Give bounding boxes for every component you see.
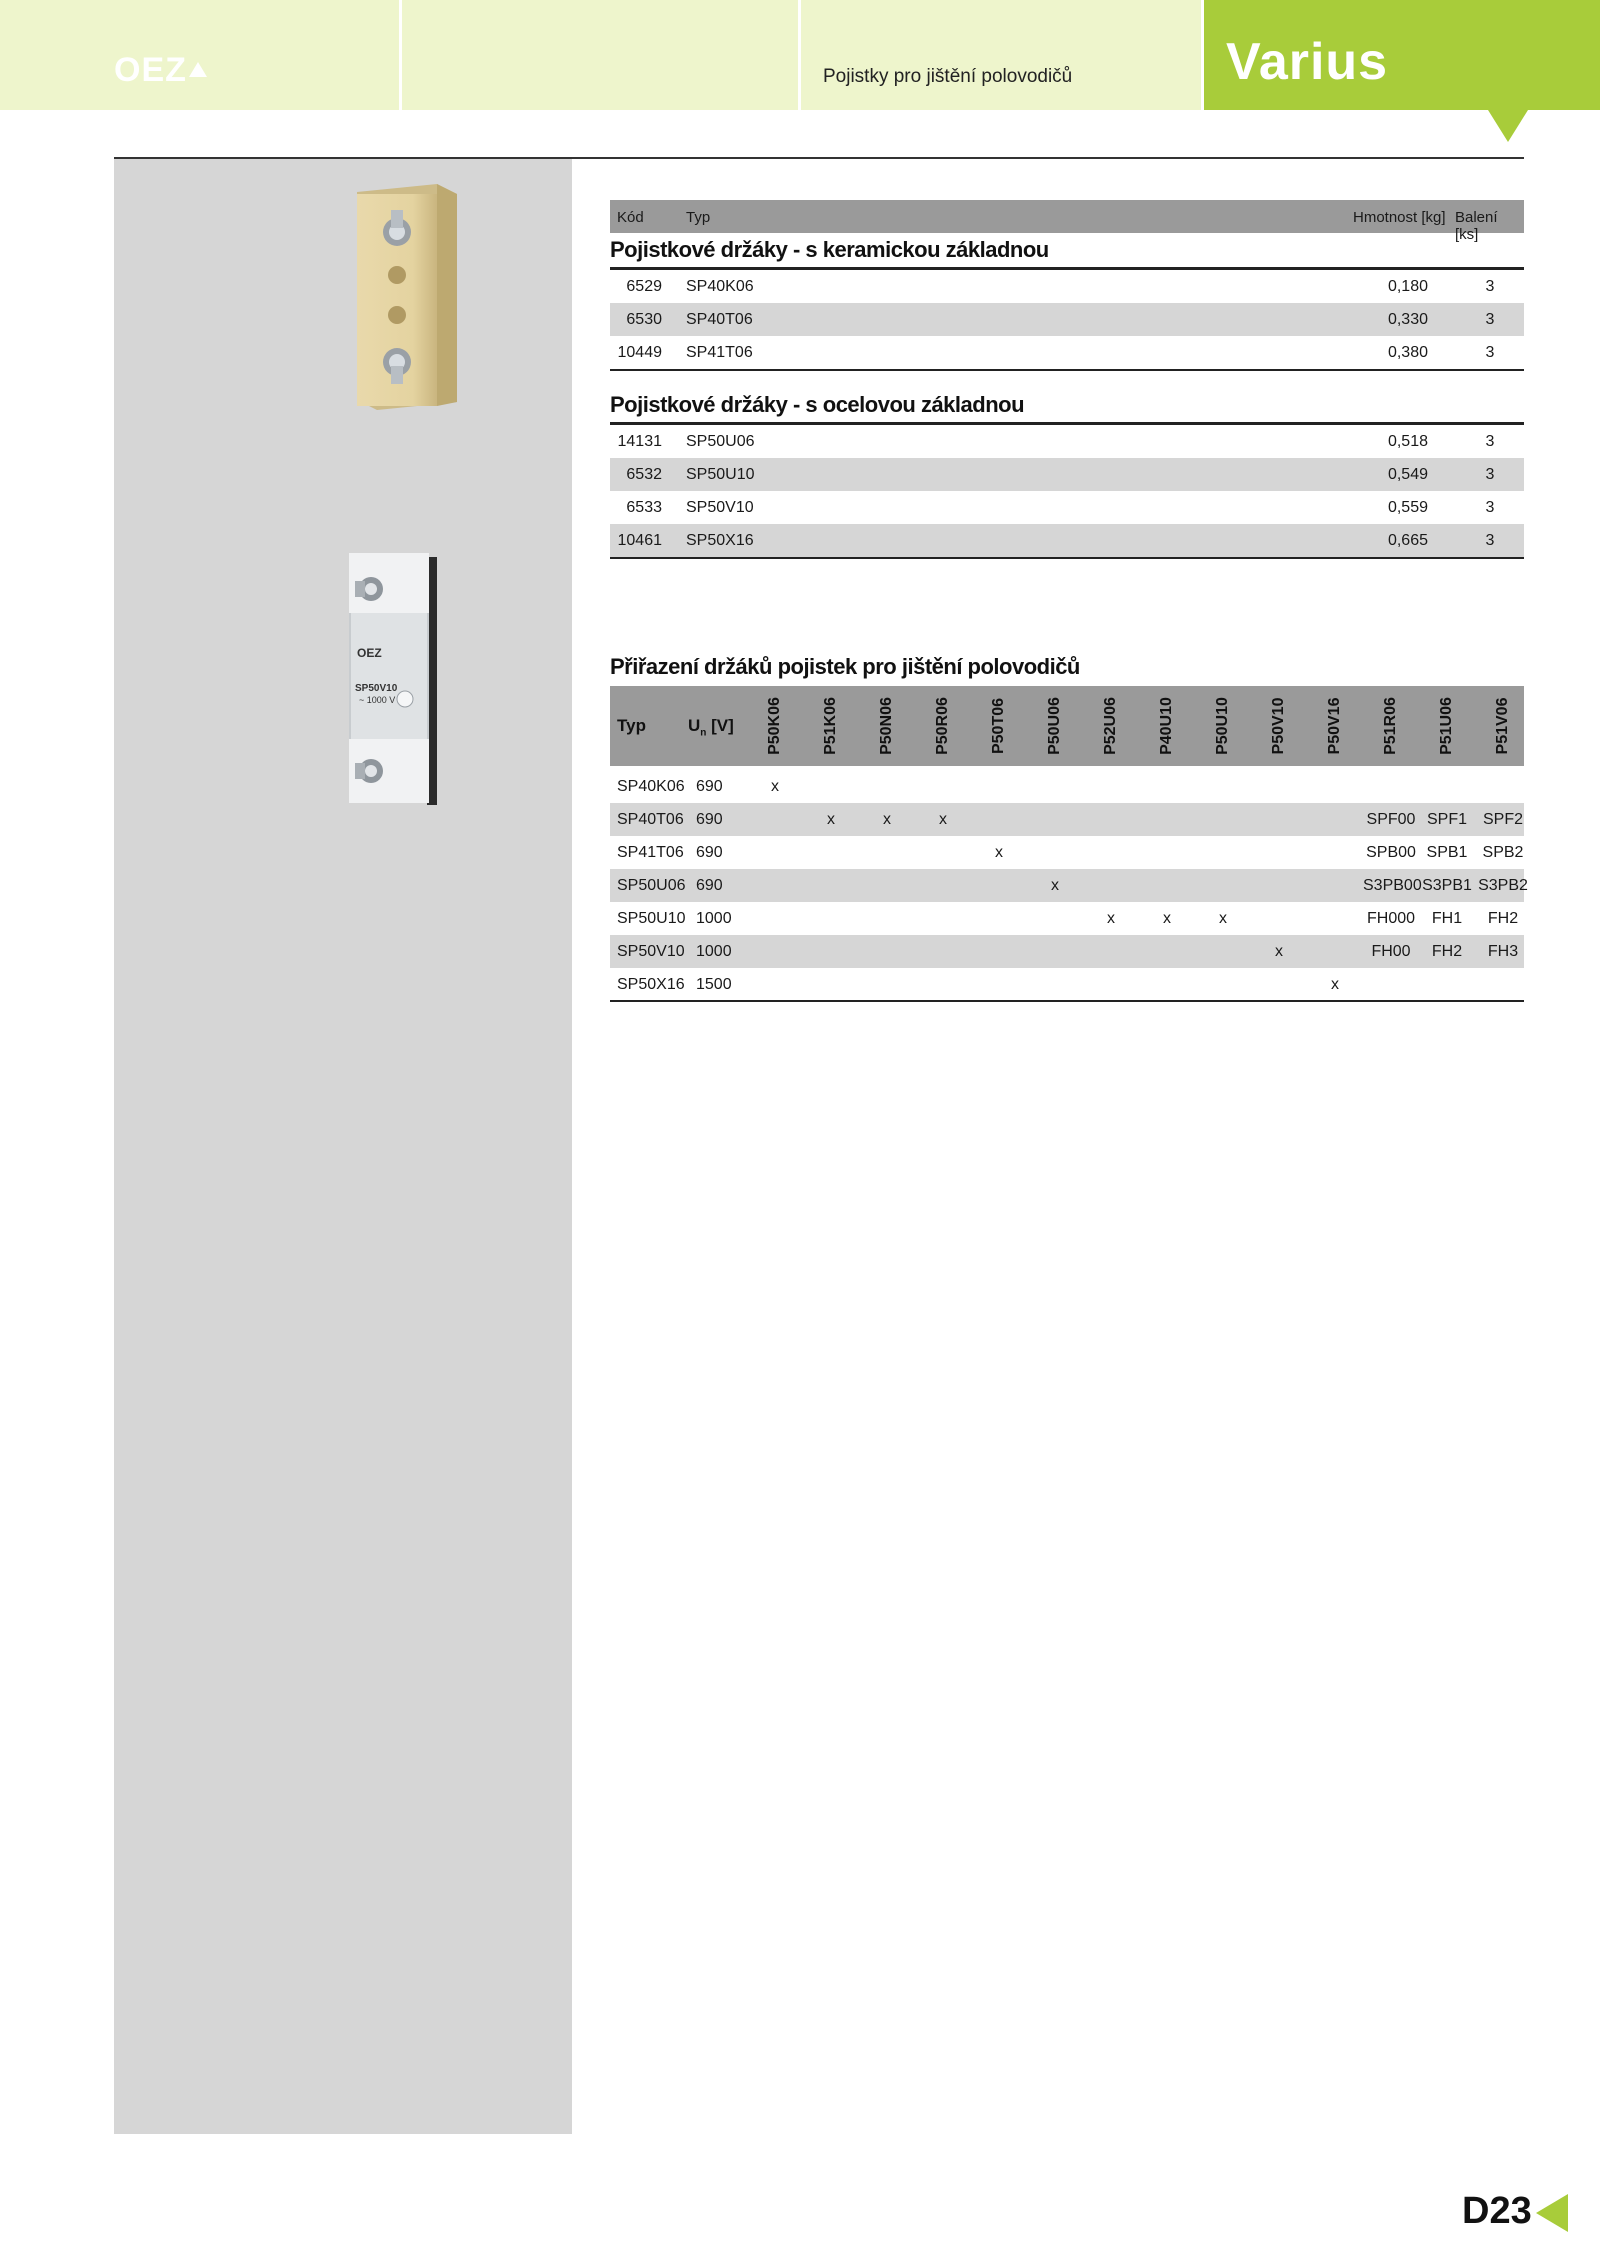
cell-assignment: x [939, 811, 947, 828]
cell-type: SP50U06 [686, 433, 755, 450]
cell-holder-type: SP41T06 [617, 844, 684, 861]
page-header [0, 0, 1600, 110]
table-row [610, 935, 1524, 968]
table-row [610, 336, 1524, 369]
cell-assignment: SPF1 [1426, 811, 1467, 828]
cell-mass: 0,380 [1387, 344, 1428, 361]
cell-holder-type: SP50V10 [617, 943, 685, 960]
cell-voltage: 1500 [696, 976, 732, 993]
fuse-col-header: P50U10 [1214, 697, 1231, 755]
cell-assignment: SPF2 [1482, 811, 1523, 828]
cell-assignment: x [883, 811, 891, 828]
fuse-col-header: P50V16 [1326, 697, 1343, 755]
cell-voltage: 690 [696, 844, 723, 861]
fuse-col-header: P51R06 [1382, 697, 1399, 755]
cell-voltage: 690 [696, 877, 723, 894]
cell-code: 10449 [617, 344, 662, 361]
cell-assignment: FH000 [1366, 910, 1416, 927]
cell-assignment: SPB1 [1426, 844, 1468, 861]
cell-pack: 3 [1485, 278, 1495, 295]
cell-type: SP41T06 [686, 344, 753, 361]
cell-mass: 0,549 [1387, 466, 1428, 483]
cell-assignment: S3PB1 [1422, 877, 1472, 894]
cell-assignment: SPB2 [1482, 844, 1524, 861]
col-mass-header: Hmotnost [kg] [1353, 209, 1446, 226]
table-row [610, 270, 1524, 303]
oez-logo [114, 51, 207, 90]
cell-code: 6529 [626, 278, 662, 295]
table-row [610, 803, 1524, 836]
table-row [610, 968, 1524, 1001]
cell-assignment: S3PB00 [1363, 877, 1422, 894]
cell-pack: 3 [1485, 499, 1495, 516]
product-image-panel [114, 159, 572, 2134]
fuse-col-header: P50V10 [1270, 697, 1287, 755]
cell-voltage: 1000 [696, 910, 732, 927]
cell-pack: 3 [1485, 344, 1495, 361]
header-band-3 [801, 0, 1201, 110]
cell-holder-type: SP50U10 [617, 910, 686, 927]
table-row [610, 869, 1528, 902]
cell-type: SP50V10 [686, 499, 754, 516]
cell-assignment: x [1275, 943, 1283, 960]
col-typ-header: Typ [617, 716, 646, 735]
cell-assignment: x [995, 844, 1003, 861]
fuse-col-header: P40U10 [1158, 697, 1175, 755]
cell-code: 10461 [617, 532, 662, 549]
cell-code: 14131 [617, 433, 662, 450]
cell-code: 6532 [626, 466, 662, 483]
brand-notch-icon [1488, 110, 1528, 142]
cell-type: SP40K06 [686, 278, 754, 295]
header-subtitle: Pojistky pro jištění polovodičů [823, 66, 1073, 87]
ceramic-fuse-holder-icon [339, 180, 479, 410]
cell-assignment: FH2 [1431, 943, 1463, 960]
cell-assignment: x [1219, 910, 1227, 927]
cell-mass: 0,559 [1387, 499, 1428, 516]
cell-assignment: x [1163, 910, 1171, 927]
fuse-col-header: P50R06 [934, 697, 951, 755]
fuse-col-header: P52U06 [1102, 697, 1119, 755]
fuse-col-header: P50K06 [766, 697, 783, 755]
col-type-header: Typ [686, 209, 711, 226]
section-title-steel: Pojistkové držáky - s ocelovou základnou [610, 392, 1025, 417]
section-title-ceramic: Pojistkové držáky - s keramickou základnou [610, 237, 1049, 262]
brand-name: Varius [1226, 33, 1389, 91]
table-row [610, 770, 1524, 803]
table-row [610, 836, 1524, 869]
cell-mass: 0,330 [1387, 311, 1428, 328]
col-code-header: Kód [617, 209, 644, 226]
section-bottom-rule [610, 369, 1524, 371]
table-row [610, 524, 1524, 557]
cell-holder-type: SP50X16 [617, 976, 685, 993]
cell-assignment: x [1107, 910, 1115, 927]
fuse-col-header: P50U06 [1046, 697, 1063, 755]
cell-holder-type: SP40K06 [617, 778, 685, 795]
table-row [610, 458, 1524, 491]
cell-assignment: x [1051, 877, 1059, 894]
cell-assignment: x [1331, 976, 1339, 993]
col-un-header [688, 716, 734, 738]
cell-assignment: FH1 [1431, 910, 1463, 927]
table-row [610, 303, 1524, 336]
cell-pack: 3 [1485, 532, 1495, 549]
cell-type: SP50X16 [686, 532, 754, 549]
logo-text: OEZ [114, 51, 187, 89]
cell-mass: 0,180 [1387, 278, 1428, 295]
fuse-col-header: P51V06 [1494, 697, 1511, 755]
steel-label-voltage: ~ 1000 V [359, 695, 396, 705]
cell-type: SP40T06 [686, 311, 753, 328]
col-pack-header: Balení [ks] [1455, 209, 1498, 243]
holders-table-header [610, 200, 1524, 243]
cell-code: 6530 [626, 311, 662, 328]
cell-assignment: FH3 [1487, 943, 1519, 960]
fuse-col-header: P50T06 [990, 697, 1007, 755]
cell-assignment: x [771, 778, 779, 795]
cell-voltage: 690 [696, 778, 723, 795]
table-row [610, 425, 1524, 458]
cell-code: 6533 [626, 499, 662, 516]
col-un-sub: n [700, 727, 707, 739]
cell-mass: 0,518 [1387, 433, 1428, 450]
page-arrow-icon [1536, 2194, 1568, 2232]
section-bottom-rule [610, 557, 1524, 559]
cell-assignment: x [827, 811, 835, 828]
header-band-2 [402, 0, 798, 110]
cell-holder-type: SP50U06 [617, 877, 686, 894]
cell-assignment: SPF00 [1366, 811, 1416, 828]
fuse-col-header: P50N06 [878, 697, 895, 755]
steel-label-type: SP50V10 [355, 683, 398, 694]
cell-holder-type: SP40T06 [617, 811, 684, 828]
brand-block [1204, 0, 1600, 110]
cell-pack: 3 [1485, 433, 1495, 450]
col-un-unit: [V] [706, 716, 734, 735]
assignment-table-header [610, 686, 1524, 766]
page-number: D23 [1462, 2190, 1532, 2232]
assignment-bottom-rule [610, 1000, 1524, 1002]
steel-fuse-holder-icon [319, 549, 459, 809]
steel-label-brand: OEZ [357, 646, 382, 660]
fuse-col-header: P51K06 [822, 697, 839, 755]
cell-type: SP50U10 [686, 466, 755, 483]
table-row [610, 902, 1524, 935]
cell-assignment: SPB00 [1366, 844, 1416, 861]
cell-assignment: FH2 [1487, 910, 1519, 927]
cell-mass: 0,665 [1387, 532, 1428, 549]
cell-voltage: 1000 [696, 943, 732, 960]
cell-pack: 3 [1485, 311, 1495, 328]
fuse-col-header: P51U06 [1438, 697, 1455, 755]
cell-assignment: FH00 [1371, 943, 1411, 960]
cell-voltage: 690 [696, 811, 723, 828]
cell-assignment: S3PB2 [1478, 877, 1528, 894]
logo-triangle-icon [189, 62, 207, 77]
cell-pack: 3 [1485, 466, 1495, 483]
col-un-main: U [688, 716, 701, 735]
assignment-title: Přiřazení držáků pojistek pro jištění polovodičů [610, 654, 1080, 679]
table-row [610, 491, 1524, 524]
